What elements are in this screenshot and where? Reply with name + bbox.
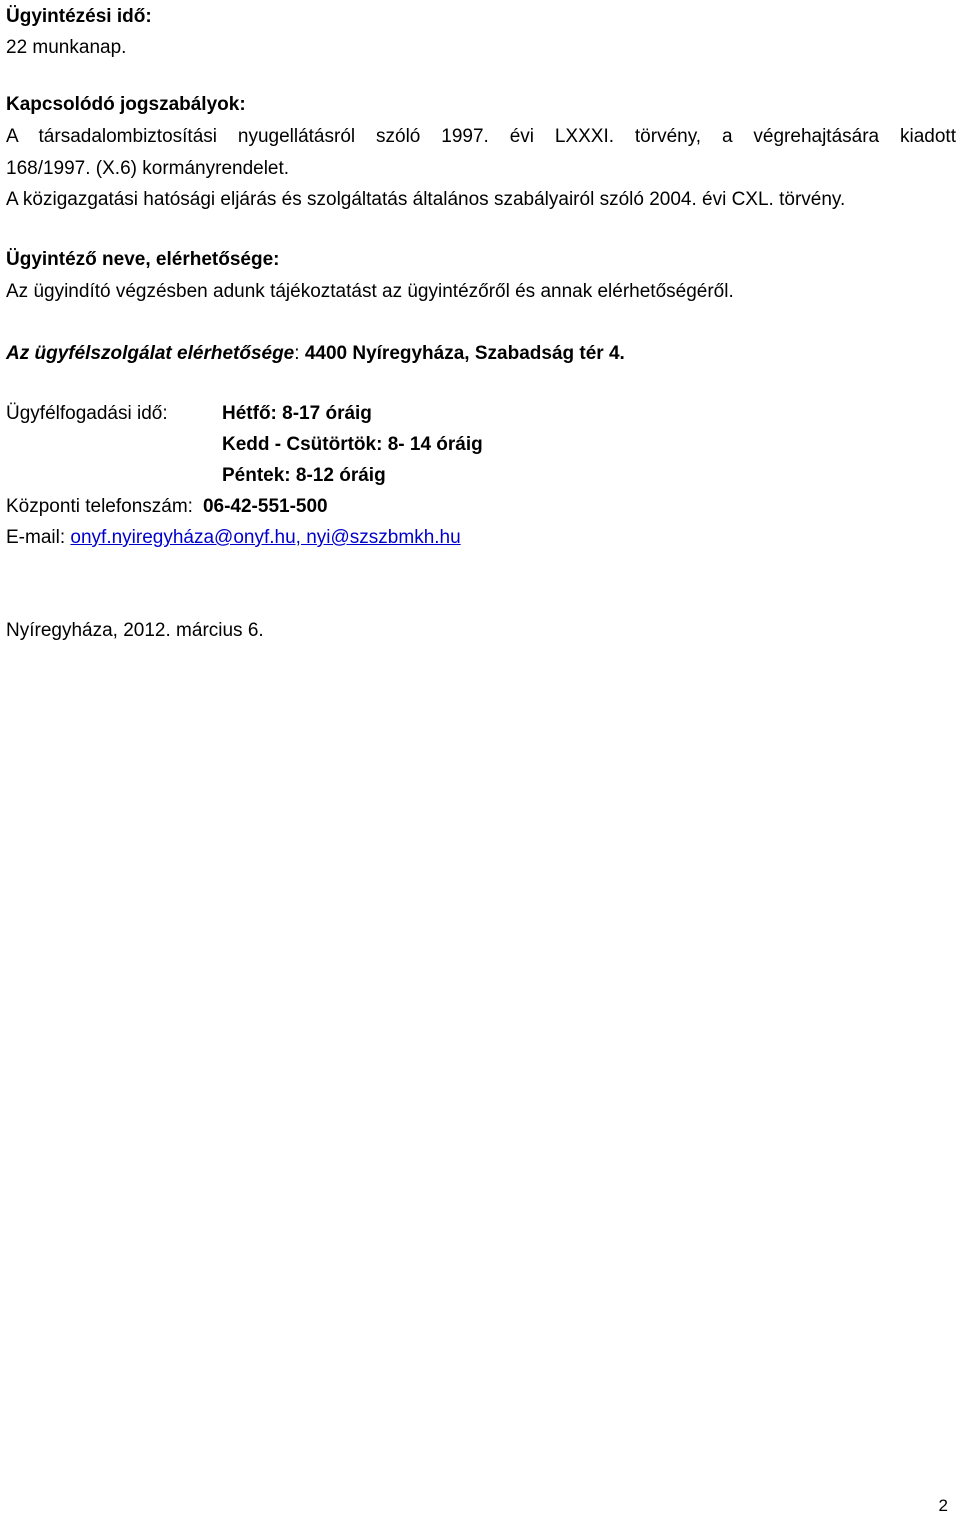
hours-row-monday — [6, 398, 956, 429]
phone-line — [6, 491, 328, 522]
hours-monday: Hétfő: 8-17 óráig — [222, 403, 372, 424]
processing-time-value: 22 munkanap. — [6, 37, 127, 58]
hours-row-tue-thu — [6, 429, 956, 460]
hours-row-friday — [6, 460, 956, 491]
related-laws-line-1: A társadalombiztosítási nyugellátásról szóló 1997. évi LXXXI. törvény, a végrehajtására kiadott — [6, 126, 956, 147]
hours-tue-thu: Kedd - Csütörtök: 8- 14 óráig — [222, 434, 483, 455]
email-line — [6, 522, 461, 553]
hours-friday: Péntek: 8-12 óráig — [222, 465, 386, 486]
hours-label: Ügyfélfogadási idő: — [6, 403, 168, 424]
customer-service-line — [6, 338, 625, 369]
phone-value: 06-42-551-500 — [202, 496, 328, 517]
administrator-heading: Ügyintéző neve, elérhetősége: — [6, 249, 280, 270]
page-number: 2 — [938, 1496, 948, 1515]
customer-service-separator: : — [294, 343, 300, 364]
email-link[interactable]: onyf.nyiregyháza@onyf.hu, nyi@szszbmkh.hu — [70, 527, 461, 548]
customer-service-address: 4400 Nyíregyháza, Szabadság tér 4. — [304, 343, 625, 364]
administrator-text: Az ügyindító végzésben adunk tájékoztatást az ügyintézőről és annak elérhetőségéről. — [6, 281, 734, 302]
place-date: Nyíregyháza, 2012. március 6. — [6, 620, 264, 641]
processing-time-heading: Ügyintézési idő: — [6, 6, 152, 27]
customer-service-label: Az ügyfélszolgálat elérhetősége — [6, 343, 295, 364]
phone-label: Központi telefonszám: — [6, 496, 193, 517]
related-laws-line-2: 168/1997. (X.6) kormányrendelet. — [6, 158, 290, 179]
related-laws-heading: Kapcsolódó jogszabályok: — [6, 94, 246, 115]
related-laws-line-3: A közigazgatási hatósági eljárás és szolgáltatás általános szabályairól szóló 2004. évi CXL. törvény. — [6, 189, 846, 210]
email-label: E-mail: — [6, 527, 66, 548]
